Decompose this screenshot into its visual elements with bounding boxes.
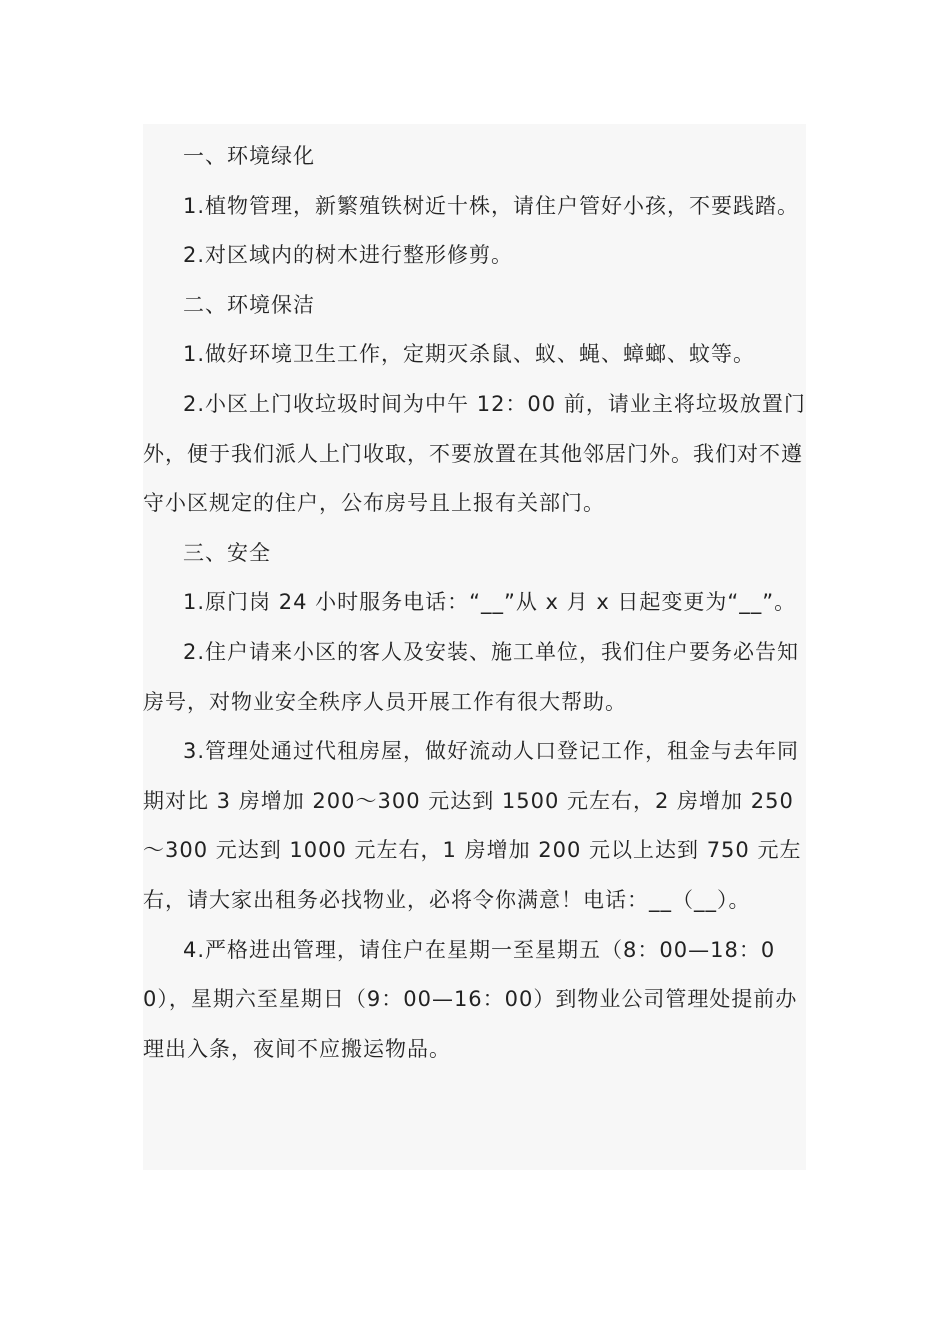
paragraph-sanitation: 1.做好环境卫生工作，定期灭杀鼠、蚁、蝇、蟑螂、蚊等。 xyxy=(183,342,756,367)
paragraph-access-management: 4.严格进出管理，请住户在星期一至星期五（8：00—18：00），星期六至星期日（9：00—16：00）到物业公司管理处提前办理出入条，夜间不应搬运物品。 xyxy=(143,937,798,1061)
paragraph-service-phone: 1.原门岗 24 小时服务电话：“__”从 x 月 x 日起变更为“__”。 xyxy=(183,590,797,615)
paragraph-tree-pruning: 2.对区域内的树木进行整形修剪。 xyxy=(183,243,514,268)
paragraph-rental: 3.管理处通过代租房屋，做好流动人口登记工作，租金与去年同期对比 3 房增加 200～300 元达到 1500 元左右，2 房增加 250～300 元达到 1000 元左右，1 房增加 200 元以上达到 750 元左右，请大家出租务必找物业，必将令你满意！电话：__（__）。 xyxy=(143,739,802,912)
paragraph-plant-management: 1.植物管理，新繁殖铁树近十株，请住户管好小孩，不要践踏。 xyxy=(183,193,800,218)
paragraph-visitors: 2.住户请来小区的客人及安装、施工单位，我们住户要务必告知房号，对物业安全秩序人员开展工作有很大帮助。 xyxy=(143,639,800,714)
section-heading-greening: 一、环境绿化 xyxy=(183,144,315,168)
section-heading-cleaning: 二、环境保洁 xyxy=(183,292,315,317)
section-heading-safety: 三、安全 xyxy=(183,540,271,565)
paragraph-garbage-collection: 2.小区上门收垃圾时间为中午 12：00 前，请业主将垃圾放置门外，便于我们派人上门收取，不要放置在其他邻居门外。我们对不遵守小区规定的住户，公布房号且上报有关部门。 xyxy=(143,391,806,516)
document-body xyxy=(143,124,806,1170)
